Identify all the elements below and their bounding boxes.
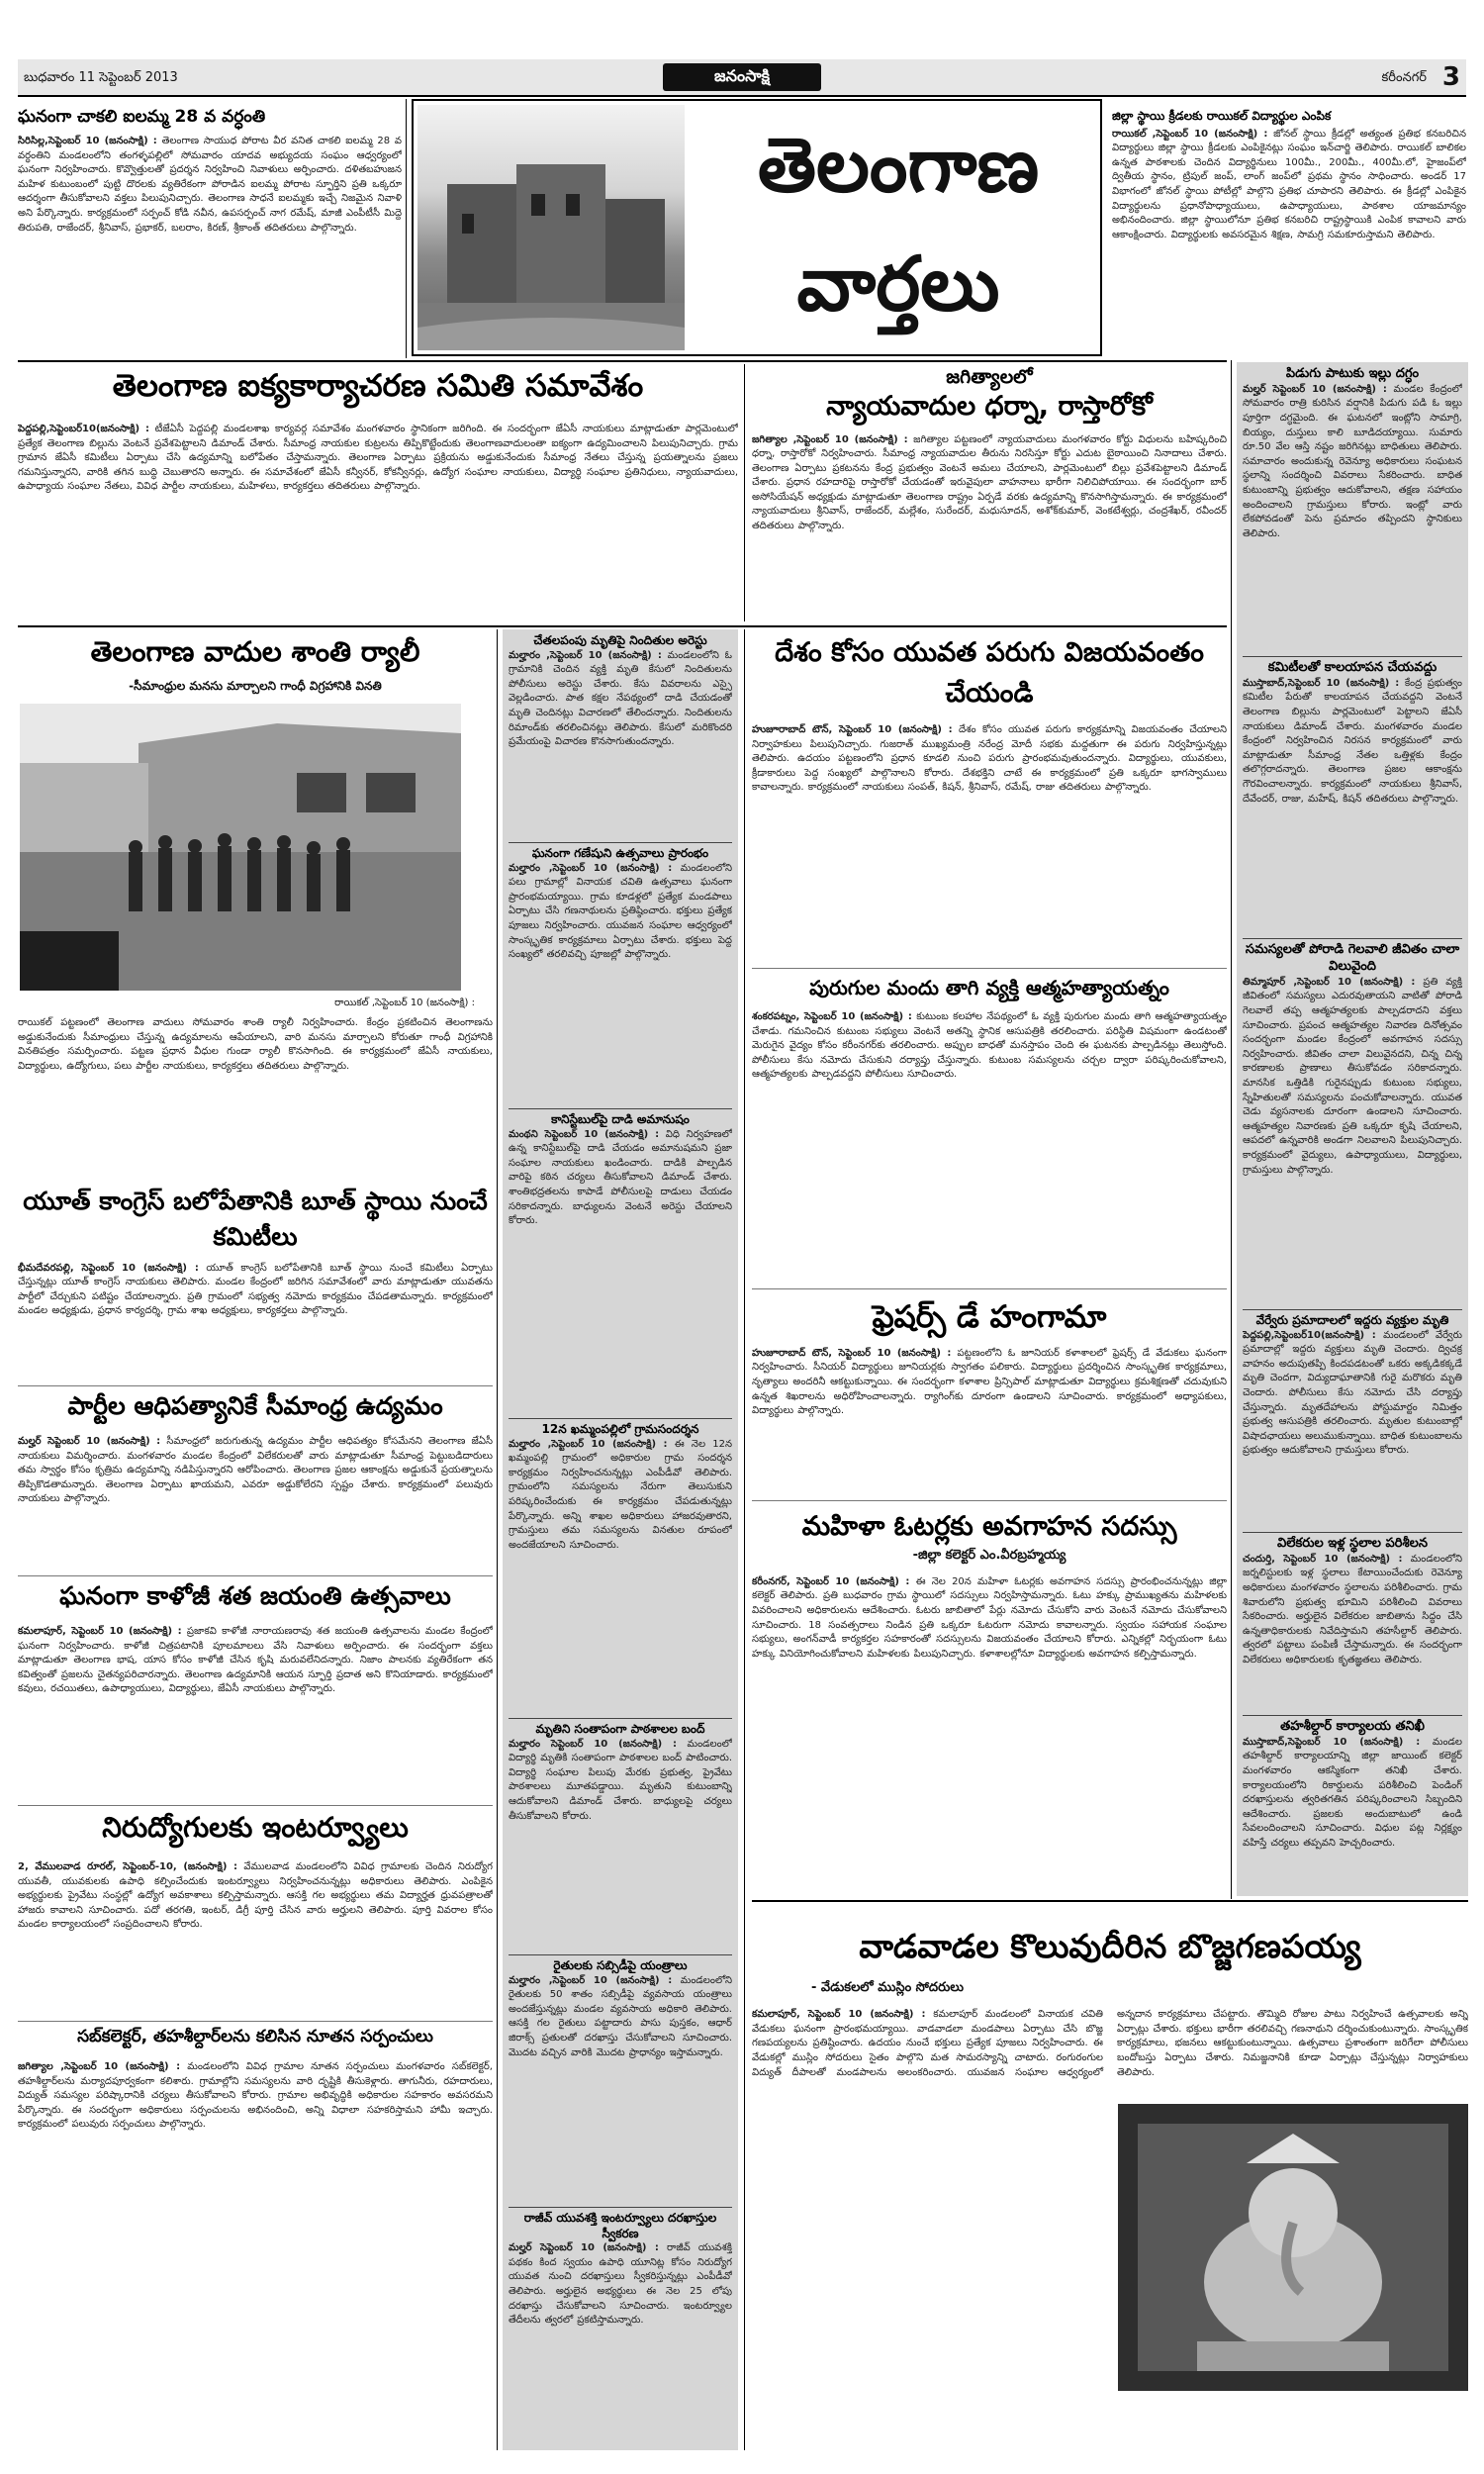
headline: న్యాయవాదుల ధర్నా, రాస్తారోకో bbox=[826, 390, 1153, 422]
dateline: రాయికల్ ,సెప్టెంబర్ 10 (జనంసాక్షి) : bbox=[1112, 128, 1268, 140]
divider bbox=[744, 364, 745, 621]
dateline: శంకరపట్నం, సెప్టెంబర్ 10 (జనంసాక్షి) : bbox=[752, 1011, 912, 1022]
header-region: కరీంనగర్ bbox=[1381, 70, 1427, 85]
article-run-for-nation bbox=[752, 631, 1227, 966]
article-farm-machinery bbox=[509, 1958, 732, 2204]
divider bbox=[1231, 360, 1232, 1899]
article-office-inspection bbox=[1243, 1719, 1462, 1896]
article-ganesh-start bbox=[509, 846, 732, 1105]
article-ailamma bbox=[18, 103, 402, 355]
kicker: -సీమాంధ్రుల మనసు మార్చాలని గాంధీ విగ్రహానికి వినతి bbox=[129, 679, 382, 693]
divider bbox=[752, 1900, 1468, 1902]
headline: పార్టీల ఆధిపత్యానికే సీమాంధ్ర ఉద్యమం bbox=[67, 1391, 443, 1420]
ganesh-idol-illustration bbox=[1118, 2104, 1468, 2391]
headline: దేశం కోసం యువత పరుగు విజయవంతం చేయండి bbox=[775, 637, 1204, 709]
body: టీజేఏసీ పెద్దపల్లి మండలశాఖ కార్యవర్గ సమావేశం మంగళవారం స్థానికంగా జరిగింది. ఈ సందర్భంగా జేఏసీ నాయకులు మాట్లాడుతూ పార్లమెంటులో ప్రత్యేక తెలంగాణ బిల్లును వెంటనే ప్రవేశపెట్టాలని డిమాండ్ చేశారు. సీమాంధ్ర నాయకుల కుట్రలను తిప్పికొట్టేందుకు తెలంగాణవాదులంతా ఐక్యంగా ఉద్యమించాలని పిలుపునిచ్చారు. గ్రామ గ్రామాన జేఏసీ కమిటీలు ఏర్పాటు చేసి ఉద్యమాన్ని బలోపేతం చేస్తామన్నారు. తెలంగాణ ఏర్పాటు ప్రక్రియను అడ్డుకునేందుకు సీమాంధ్ర నేతలు చేస్తున్న ప్రయత్నాలను ప్రజలు గమనిస్తున్నారని, వారికి తగిన బుద్ధి చెబుతారని అన్నారు. ఈ సమావేశంలో జేఏసీ కన్వీనర్, కోకన్వీనర్లు, ఉద్యోగ సంఘాల నాయకులు, విద్యార్థి సంఘాల ప్రతినిధులు, న్యాయవాదులు, ఉపాధ్యాయ సంఘాల నేతలు, వివిధ పార్టీల నాయకులు, మహిళలు, కార్యకర్తలు తదితరులు పాల్గొన్నారు. bbox=[18, 424, 738, 493]
headline: ఘనంగా చాకలి ఐలమ్మ 28 వ వర్ధంతి bbox=[18, 107, 266, 127]
masthead-box bbox=[412, 99, 1102, 356]
photo-caption: రాయికల్ ,సెప్టెంబర్ 10 (జనంసాక్షి) : bbox=[334, 998, 475, 1008]
headline: విలేకరుల ఇళ్ల స్థలాల పరిశీలన bbox=[1277, 1536, 1428, 1551]
kicker: జగిత్యాలలో bbox=[946, 366, 1033, 388]
article-freshers-day bbox=[752, 1292, 1227, 1498]
body: జోనల్ స్థాయి క్రీడల్లో అత్యంత ప్రతిభ కనబరిచిన విద్యార్థులు జిల్లా స్థాయి క్రీడలకు ఎంపికైనట్లు సంఘం ఇన్‌చార్జి తెలిపారు. రాయికల్ బాలికల ఉన్నత పాఠశాలకు చెందిన విద్యార్థినులు 100మీ., 200మీ., 400మీ.లో, హైజంప్‌లో ద్వితీయ స్థానం, ట్రిపుల్ జంప్, లాంగ్ జంప్‌లో ప్రథమ స్థానం సాధించారు. అండర్ 17 విభాగంలో జోనల్ స్థాయి పోటీల్లో పాల్గొని ప్రతిభ చూపారని తెలిపారు. ఈ క్రీడల్లో ఎంపికైన విద్యార్థులను ప్రధానోపాధ్యాయులు, ఉపాధ్యాయులు, పాఠశాల యాజమాన్యం అభినందించారు. జిల్లా స్థాయిలోనూ ప్రతిభ కనబరిచి రాష్ట్రస్థాయికి ఎంపిక కావాలని వారు ఆకాంక్షించారు. విద్యార్థులకు అవసరమైన శిక్షణ, సామగ్రి సమకూరుస్తామని తెలిపారు. bbox=[1112, 128, 1466, 240]
headline: ఫ్రెషర్స్ డే హంగామా bbox=[872, 1299, 1107, 1335]
dateline: హుజూరాబాద్ టౌన్, సెప్టెంబర్ 10 (జనంసాక్షి) : bbox=[752, 1347, 952, 1359]
dateline: సిరిసిల్ల,సెప్టెంబర్ 10 (జనంసాక్షి) : bbox=[18, 136, 157, 146]
body: రాయికల్ పట్టణంలో తెలంగాణ వాదులు సోమవారం శాంతి ర్యాలీ నిర్వహించారు. కేంద్రం ప్రకటించిన తెలంగాణను అడ్డుకునేందుకు సీమాంధ్రులు చేస్తున్న ఉద్యమాలను ఆపేయాలని, వారి మనసు మార్చాలని కోరుతూ గాంధీ విగ్రహానికి వినతిపత్రం సమర్పించారు. పట్టణ ప్రధాన వీధుల గుండా ర్యాలీ కొనసాగింది. ఈ కార్యక్రమంలో జేఏసీ నాయకులు, విద్యార్థులు, ఉద్యోగులు, పలు పార్టీల నాయకులు, కార్యకర్తలు తదితరులు పాల్గొన్నారు. bbox=[18, 1017, 493, 1072]
dateline: పెద్దపల్లి,సెప్టెంబర్10(జనంసాక్షి) : bbox=[1243, 1329, 1376, 1341]
dateline: మల్హారం ,సెప్టెంబర్ 10 (జనంసాక్షి) : bbox=[509, 1974, 673, 1986]
dateline: ముస్తాబాద్,సెప్టెంబర్ 10 (జనంసాక్షి) : bbox=[1243, 1736, 1421, 1748]
headline: తెలంగాణ వాదుల శాంతి ర్యాలీ bbox=[90, 635, 420, 668]
headline: కానిస్టేబుల్‌పై దాడి అమానుషం bbox=[551, 1112, 690, 1126]
body: మండలంలోని రైతులకు 50 శాతం సబ్సిడీపై వ్యవసాయ యంత్రాలు అందజేస్తున్నట్లు మండల వ్యవసాయ అధికారి తెలిపారు. ఆసక్తి గల రైతులు పట్టాదారు పాసు పుస్తకం, ఆధార్ జిరాక్స్ ప్రతులతో దరఖాస్తు చేసుకోవాలని సూచించారు. మొదట వచ్చిన వారికి మొదట ప్రాధాన్యం ఇస్తామన్నారు. bbox=[509, 1974, 732, 2058]
headline: మృతిని సంతాపంగా పాఠశాలల బంద్ bbox=[535, 1722, 705, 1736]
dateline: పెద్దపల్లి,సెప్టెంబర్10(జనంసాక్షి) : bbox=[18, 424, 149, 434]
body: తెలంగాణ సాయుధ పోరాట వీర వనిత చాకలి ఐలమ్మ 28 వ వర్ధంతిని మండలంలోని తంగళ్ళపల్లిలో సోమవారం యాదవ అభ్యుదయ సంఘం ఆధ్వర్యంలో ఘనంగా నిర్వహించారు. కొవ్వొత్తులతో ప్రదర్శన నిర్వహించి నివాళులు అర్పించారు. దళితబహుజన మహిళ కుటుంబంలో పుట్టి దొరలకు వ్యతిరేకంగా పోరాడిన ఐలమ్మ పోరాట స్ఫూర్తిని ప్రతి ఒక్కరూ ఆదర్శంగా తీసుకోవాలని వక్తలు పిలుపునిచ్చారు. తెలంగాణ సాధనే ఐలమ్మకు ఇచ్చే నిజమైన నివాళి అని పేర్కొన్నారు. కార్యక్రమంలో సర్పంచ్ కోడి నవీన, ఉపసర్పంచ్ నాగ రమేష్, మాజీ ఎంపీటీసీ మిద్దె తిరుపతి, రాజేందర్, శ్రీనివాస్, ప్రభాకర్, బలరాం, కిరణ్, శ్రీకాంత్ తదితరులు పాల్గొన్నారు. bbox=[18, 136, 402, 234]
body: మండలంలో విద్యార్థి మృతికి సంతాపంగా పాఠశాలల బంద్ పాటించారు. విద్యార్థి సంఘాల పిలుపు మేరకు ప్రభుత్వ, ప్రైవేటు పాఠశాలలు మూతపడ్డాయి. మృతుని కుటుంబాన్ని ఆదుకోవాలని డిమాండ్ చేశారు. బాధ్యులపై చర్యలు తీసుకోవాలని కోరారు. bbox=[509, 1738, 732, 1822]
dateline: తిమ్మాపూర్ ,సెప్టెంబర్ 10 (జనంసాక్షి) : bbox=[1243, 976, 1416, 988]
dateline: భీమదేవరపల్లి, సెప్టెంబర్ 10 (జనంసాక్షి) : bbox=[18, 1262, 199, 1274]
body: మండలంలోని జర్నలిస్టులకు ఇళ్ల స్థలాలు కేటాయించేందుకు రెవెన్యూ అధికారులు మంగళవారం స్థలాలను పరిశీలించారు. గ్రామ శివారులోని ప్రభుత్వ భూమిని పరిశీలించి వివరాలు సేకరించారు. అర్హులైన విలేకరుల జాబితాను సిద్ధం చేసి ఉన్నతాధికారులకు నివేదిస్తామని తహసీల్దార్ తెలిపారు. త్వరలో పట్టాలు పంపిణీ చేస్తామన్నారు. ఈ సందర్భంగా విలేకరులు అధికారులకు కృతజ్ఞతలు తెలిపారు. bbox=[1243, 1553, 1462, 1666]
divider bbox=[18, 360, 1227, 362]
rally-illustration bbox=[20, 704, 461, 991]
body: సీమాంధ్రలో జరుగుతున్న ఉద్యమం పార్టీల ఆధిపత్యం కోసమేనని తెలంగాణ జేఏసీ నాయకులు విమర్శించారు. మంగళవారం మండల కేంద్రంలో విలేకరులతో వారు మాట్లాడుతూ సీమాంధ్ర పెట్టుబడిదారులు తమ స్వార్థం కోసం కృత్రిమ ఉద్యమాన్ని నడిపిస్తున్నారని ఆరోపించారు. తెలంగాణ ప్రజల ఆకాంక్షను అడ్డుకునే ప్రయత్నాలను తిప్పికొడతామన్నారు. తెలంగాణ ఏర్పాటు ఖాయమని, ఎవరూ అడ్డుకోలేరని స్పష్టం చేశారు. కార్యక్రమంలో పలువురు నాయకులు పాల్గొన్నారు. bbox=[18, 1436, 493, 1505]
section-title-line2: వార్తలు bbox=[796, 239, 1000, 328]
headline: సబ్‌కలెక్టర్, తహశీల్దార్‌లను కలిసిన నూతన సర్పంచులు bbox=[77, 2027, 433, 2046]
dateline: 2, వేములవాడ రూరల్, సెప్టెంబర్-10, (జనంసాక్షి) : bbox=[18, 1861, 238, 1872]
article-accidents bbox=[1243, 1313, 1462, 1529]
headline: రాజీవ్ యువశక్తి ఇంటర్వ్యూలు దరఖాస్తుల స్వీకరణ bbox=[523, 2211, 717, 2240]
dateline: మల్హారం ,సెప్టెంబర్ 10 (జనంసాక్షి) : bbox=[509, 862, 673, 874]
body: వేములవాడ మండలంలోని వివిధ గ్రామాలకు చెందిన నిరుద్యోగ యువతీ, యువకులకు ఉపాధి కల్పించేందుకు ఇంటర్వ్యూలు నిర్వహించనున్నట్లు అధికారులు తెలిపారు. ఎంపికైన అభ్యర్థులకు ప్రైవేటు సంస్థల్లో ఉద్యోగ అవకాశాలు కల్పిస్తామన్నారు. ఆసక్తి గల అభ్యర్థులు తమ విద్యార్హత ధ్రువపత్రాలతో హాజరు కావాలని సూచించారు. పదో తరగతి, ఇంటర్, డిగ్రీ పూర్తి చేసిన వారు అర్హులని తెలిపారు. పూర్తి వివరాల కోసం మండల కార్యాలయంలో సంప్రదించాలని కోరారు. bbox=[18, 1861, 493, 1931]
dateline: జగిత్యాల ,సెప్టెంబర్ 10 (జనంసాక్షి) : bbox=[18, 2061, 181, 2072]
article-arrest bbox=[509, 633, 732, 839]
article-constable-attack bbox=[509, 1112, 732, 1415]
masthead-logo bbox=[663, 63, 821, 91]
headline: పిడుగు పాటుకు ఇల్లు దగ్ధం bbox=[1285, 366, 1420, 381]
article-kaloji-jayanti bbox=[18, 1579, 493, 1803]
article-suicide-attempt bbox=[752, 972, 1227, 1286]
article-lawyers-dharna bbox=[752, 366, 1227, 623]
fort-photo bbox=[417, 105, 685, 350]
divider bbox=[497, 629, 498, 2450]
headline: రైతులకు సబ్సిడీపై యంత్రాలు bbox=[553, 1958, 688, 1972]
dateline: జగిత్యాల ,సెప్టెంబర్ 10 (జనంసాక్షి) : bbox=[752, 433, 908, 445]
article-committees bbox=[1243, 660, 1462, 935]
headline: 12న ఖమ్మంపల్లిలో గ్రామసందర్శన bbox=[541, 1422, 699, 1436]
divider bbox=[406, 99, 407, 358]
body: ఈ నెల 12న ఖమ్మంపల్లి గ్రామంలో అధికారుల గ్రామ సందర్శన కార్యక్రమం నిర్వహించనున్నట్లు ఎంపీడీవో తెలిపారు. గ్రామంలోని సమస్యలను నేరుగా తెలుసుకుని పరిష్కరించేందుకు ఈ కార్యక్రమం చేపడుతున్నట్లు పేర్కొన్నారు. అన్ని శాఖల అధికారులు హాజరవుతారని, గ్రామస్తులు తమ సమస్యలను వినతుల రూపంలో అందజేయాలని సూచించారు. bbox=[509, 1438, 732, 1551]
article-women-voters bbox=[752, 1504, 1227, 1896]
dateline: కరీంనగర్, సెప్టెంబర్ 10 (జనంసాక్షి) : bbox=[752, 1575, 910, 1587]
headline: మహిళా ఓటర్లకు అవగాహన సదస్సు bbox=[801, 1511, 1177, 1542]
article-seemandhra-movement bbox=[18, 1389, 493, 1573]
body: కేంద్ర ప్రభుత్వం కమిటీల పేరుతో కాలయాపన చేయవద్దని వెంటనే తెలంగాణ బిల్లును పార్లమెంటులో పెట్టాలని జేఏసీ నాయకులు డిమాండ్ చేశారు. మంగళవారం మండల కేంద్రంలో నిర్వహించిన నిరసన కార్యక్రమంలో వారు మాట్లాడుతూ సీమాంధ్ర నేతల ఒత్తిళ్లకు కేంద్రం తలొగ్గరాదన్నారు. తెలంగాణ ప్రజల ఆకాంక్షను గౌరవించాలన్నారు. కార్యక్రమంలో నాయకులు శ్రీనివాస్, దేవేందర్, రాజు, మహేష్, కిషన్ తదితరులు పాల్గొన్నారు. bbox=[1243, 677, 1462, 805]
body: కమలాపూర్ మండలంలో వినాయక చవితి వేడుకలు ఘనంగా ప్రారంభమయ్యాయి. వాడవాడలా మండపాలు ఏర్పాటు చేసి బొజ్జ గణపయ్యలను ప్రతిష్ఠించారు. ఉదయం నుంచే భక్తులు ప్రత్యేక పూజలు నిర్వహించారు. ఈ వేడుకల్లో ముస్లిం సోదరులు సైతం పాల్గొని మత సామరస్యాన్ని చాటారు. రంగురంగుల విద్యుత్ దీపాలతో మండపాలను అలంకరించారు. యువజన సంఘాల ఆధ్వర్యంలో అన్నదాన కార్యక్రమాలు చేపట్టారు. తొమ్మిది రోజుల పాటు నిర్వహించే ఉత్సవాలకు అన్ని ఏర్పాట్లు చేశారు. భక్తులు భారీగా తరలివచ్చి గణనాథుని దర్శించుకుంటున్నారు. సాంస్కృతిక కార్యక్రమాలు, భజనలు ఆకట్టుకుంటున్నాయి. ఉత్సవాలు ప్రశాంతంగా జరిగేలా పోలీసులు బందోబస్తు ఏర్పాటు చేశారు. నిమజ్జనానికి కూడా ఏర్పాట్లు చేస్తున్నట్లు నిర్వాహకులు తెలిపారు. bbox=[752, 2009, 1468, 2078]
headline: ఘనంగా గణేషుని ఉత్సవాలు ప్రారంభం bbox=[531, 846, 709, 860]
dateline: చందుర్తి, సెప్టెంబర్ 10 (జనంసాక్షి) : bbox=[1243, 1553, 1403, 1565]
divider bbox=[18, 625, 1227, 627]
headline: నిరుద్యోగులకు ఇంటర్వ్యూలు bbox=[102, 1811, 409, 1844]
article-school-bandh bbox=[509, 1722, 732, 1951]
body: మండలంలోని వివిధ గ్రామాల నూతన సర్పంచులు మంగళవారం సబ్‌కలెక్టర్, తహశీల్దార్‌లను మర్యాదపూర్వకంగా కలిశారు. గ్రామాల్లోని సమస్యలను వారి దృష్టికి తీసుకెళ్లారు. తాగునీరు, రహదారులు, విద్యుత్ సమస్యల పరిష్కారానికి చర్యలు తీసుకోవాలని కోరారు. గ్రామాల అభివృద్ధికి అధికారుల సహకారం అవసరమని పేర్కొన్నారు. ఈ సందర్భంగా అధికారులు సర్పంచులను అభినందించి, అన్ని విధాలా సహకరిస్తామని హామీ ఇచ్చారు. కార్యక్రమంలో పలువురు సర్పంచులు పాల్గొన్నారు. bbox=[18, 2061, 493, 2131]
right-column bbox=[1237, 362, 1468, 1896]
article-new-sarpanches bbox=[18, 2025, 493, 2450]
dateline: హుజూరాబాద్ టౌన్, సెప్టెంబర్ 10 (జనంసాక్షి) : bbox=[752, 724, 953, 735]
headline: వాడవాడల కొలువుదీరిన బొజ్జగణపయ్య bbox=[859, 1927, 1361, 1965]
dateline: మల్హర్ సెప్టెంబర్ 10 (జనంసాక్షి) : bbox=[18, 1436, 161, 1447]
body: పట్టణంలోని ఓ జూనియర్ కళాశాలలో ఫ్రెషర్స్ డే వేడుకలు ఘనంగా నిర్వహించారు. సీనియర్ విద్యార్థులు జూనియర్లకు స్వాగతం పలికారు. విద్యార్థులు ప్రదర్శించిన సాంస్కృతిక కార్యక్రమాలు, నృత్యాలు అందరినీ ఆకట్టుకున్నాయి. ఈ సందర్భంగా కళాశాల ప్రిన్సిపాల్ మాట్లాడుతూ విద్యార్థులు క్రమశిక్షణతో చదువుకుని ఉన్నత శిఖరాలను అధిరోహించాలన్నారు. ర్యాగింగ్‌కు దూరంగా ఉండాలని సూచించారు. కార్యక్రమంలో అధ్యాపకులు, విద్యార్థులు పాల్గొన్నారు. bbox=[752, 1347, 1227, 1417]
kicker: -జిల్లా కలెక్టర్ ఎం.వీరబ్రహ్మయ్య bbox=[912, 1547, 1067, 1563]
article-yuvashakti bbox=[509, 2211, 732, 2450]
body: ప్రజాకవి కాళోజీ నారాయణరావు శత జయంతి ఉత్సవాలను మండల కేంద్రంలో ఘనంగా నిర్వహించారు. కాళోజీ చిత్రపటానికి పూలమాలలు వేసి నివాళులు అర్పించారు. ఈ సందర్భంగా వక్తలు మాట్లాడుతూ తెలంగాణ భాష, యాస కోసం కాళోజీ చేసిన కృషి మరువలేనిదన్నారు. నిజాం పాలనకు వ్యతిరేకంగా తన కవిత్వంతో ప్రజలను చైతన్యపరిచారన్నారు. తెలంగాణ ఉద్యమానికి ఆయన స్ఫూర్తి ప్రదాత అని కొనియాడారు. కార్యక్రమంలో కవులు, రచయితలు, ఉపాధ్యాయులు, విద్యార్థులు, జేఏసీ నాయకులు పాల్గొన్నారు. bbox=[18, 1626, 493, 1695]
dateline: కమలాపూర్, సెప్టెంబర్ 10 (జనంసాక్షి) : bbox=[18, 1626, 182, 1637]
kicker: - వేడుకలలో ముస్లిం సోదరులు bbox=[811, 1980, 965, 1996]
dateline: మల్హారం సెప్టెంబర్ 10 (జనంసాక్షి) : bbox=[509, 1738, 677, 1750]
article-village-visit bbox=[509, 1422, 732, 1715]
logo-text: జనంసాక్షి bbox=[714, 66, 770, 85]
article-lightning-fire bbox=[1243, 366, 1462, 653]
article-youth-congress bbox=[18, 1184, 493, 1383]
header-bar bbox=[18, 59, 1466, 97]
headline: ఘనంగా కాళోజీ శత జయంతి ఉత్సవాలు bbox=[59, 1581, 451, 1610]
dateline: కమలాపూర్, సెప్టెంబర్ 10 (జనంసాక్షి) : bbox=[752, 2009, 926, 2021]
page-number: 3 bbox=[1441, 62, 1460, 92]
dateline: మల్హారం ,సెప్టెంబర్ 10 (జనంసాక్షి) : bbox=[509, 649, 662, 661]
headline: జిల్లా స్థాయి క్రీడలకు రాయికల్ విద్యార్థుల ఎంపిక bbox=[1112, 109, 1332, 123]
headline: యూత్ కాంగ్రెస్ బలోపేతానికి బూత్ స్థాయి నుంచే కమిటీలు bbox=[23, 1187, 488, 1252]
headline: చేతలపంపు మృతిపై నిందితుల అరెస్టు bbox=[533, 633, 707, 647]
article-house-sites bbox=[1243, 1536, 1462, 1712]
body: మండలంలోని పలు గ్రామాల్లో వినాయక చవితి ఉత్సవాలు ఘనంగా ప్రారంభమయ్యాయి. గ్రామ కూడళ్లలో ప్రత్యేక మండపాలు ఏర్పాటు చేసి గణనాథులను ప్రతిష్ఠించారు. భక్తులు ప్రత్యేక పూజలు నిర్వహించారు. యువజన సంఘాల ఆధ్వర్యంలో సాంస్కృతిక కార్యక్రమాలు ఏర్పాటు చేశారు. భక్తులు పెద్ద సంఖ్యలో తరలివచ్చి పూజల్లో పాల్గొన్నారు. bbox=[509, 862, 732, 961]
dateline: మల్హర్ సెప్టెంబర్ 10 (జనంసాక్షి) : bbox=[509, 2242, 659, 2254]
body: ఈ నెల 20న మహిళా ఓటర్లకు అవగాహన సదస్సు ప్రారంభించనున్నట్లు జిల్లా కలెక్టర్ తెలిపారు. ప్రతి బుధవారం గ్రామ స్థాయిలో సదస్సులు నిర్వహిస్తామన్నారు. ఓటు హక్కు ప్రాముఖ్యతను మహిళలకు వివరించాలని అధికారులను ఆదేశించారు. ఓటరు జాబితాలో పేర్లు నమోదు చేసుకోని వారు వెంటనే నమోదు చేసుకోవాలని సూచించారు. 18 సంవత్సరాలు నిండిన ప్రతి ఒక్కరూ ఓటరుగా నమోదు కావాలన్నారు. స్వయం సహాయక సంఘాల సభ్యులు, అంగన్‌వాడీ కార్యకర్తల సహకారంతో సదస్సులను విజయవంతం చేయాలని కోరారు. ఎన్నికల్లో నిర్భయంగా ఓటు హక్కు వినియోగించుకోవాలని మహిళలకు పిలుపునిచ్చారు. కళాశాలల్లోనూ విద్యార్థులకు అవగాహన కల్పిస్తామన్నారు. bbox=[752, 1575, 1227, 1660]
article-ganesh-festival bbox=[752, 1906, 1468, 2450]
rally-photo bbox=[20, 704, 461, 991]
body: మండలంలో వేర్వేరు ప్రమాదాల్లో ఇద్దరు వ్యక్తులు మృతి చెందారు. ద్విచక్ర వాహనం అదుపుతప్పి కిందపడటంతో ఒకరు అక్కడికక్కడే మృతి చెందగా, విద్యుదాఘాతానికి గురై మరొకరు మృతి చెందారు. పోలీసులు కేసు నమోదు చేసి దర్యాప్తు చేస్తున్నారు. మృతదేహాలను పోస్టుమార్టం నిమిత్తం ప్రభుత్వ ఆసుపత్రికి తరలించారు. మృతుల కుటుంబాల్లో విషాదఛాయలు అలుముకున్నాయి. బాధిత కుటుంబాలను ప్రభుత్వం ఆదుకోవాలని గ్రామస్తులు కోరారు. bbox=[1243, 1329, 1462, 1457]
body: కుటుంబ కలహాల నేపథ్యంలో ఓ వ్యక్తి పురుగుల మందు తాగి ఆత్మహత్యాయత్నం చేశాడు. గమనించిన కుటుంబ సభ్యులు వెంటనే అతన్ని స్థానిక ఆసుపత్రికి తరలించారు. పరిస్థితి విషమంగా ఉండటంతో మెరుగైన వైద్యం కోసం కరీంనగర్‌కు తరలించారు. అప్పుల బాధతో మనస్తాపం చెంది ఈ ఘటనకు పాల్పడినట్లు తెలుస్తోంది. పోలీసులు కేసు నమోదు చేసుకుని దర్యాప్తు చేస్తున్నారు. కుటుంబ సమస్యలను చర్చల ద్వారా పరిష్కరించుకోవాలని, ఆత్మహత్యలకు పాల్పడవద్దని పోలీసులు సూచించారు. bbox=[752, 1011, 1227, 1081]
article-sports-selection bbox=[1112, 103, 1466, 355]
body: యూత్ కాంగ్రెస్ బలోపేతానికి బూత్ స్థాయి నుంచే కమిటీలు ఏర్పాటు చేస్తున్నట్లు యూత్ కాంగ్రెస్ నాయకులు తెలిపారు. మండల కేంద్రంలో జరిగిన సమావేశంలో వారు మాట్లాడుతూ యువతను పార్టీలో చేర్చుకుని పటిష్టం చేయాలన్నారు. ప్రతి గ్రామంలో సభ్యత్వ నమోదు కార్యక్రమం చేపడతామన్నారు. కార్యక్రమంలో మండల అధ్యక్షుడు, ప్రధాన కార్యదర్శి, గ్రామ శాఖ అధ్యక్షులు, కార్యకర్తలు పాల్గొన్నారు. bbox=[18, 1262, 493, 1317]
divider bbox=[744, 629, 745, 2450]
dateline: మల్హారం ,సెప్టెంబర్ 10 (జనంసాక్షి) : bbox=[509, 1438, 668, 1450]
dateline: ముస్తాబాద్,సెప్టెంబర్ 10 (జనంసాక్షి) : bbox=[1243, 677, 1400, 689]
middle-column bbox=[503, 629, 738, 2450]
body: ప్రతి వ్యక్తి జీవితంలో సమస్యలు ఎదురవుతాయని వాటితో పోరాడి గెలవాలే తప్ప ఆత్మహత్యలకు పాల్పడరాదని వక్తలు సూచించారు. ప్రపంచ ఆత్మహత్యల నివారణ దినోత్సవం సందర్భంగా మండల కేంద్రంలో అవగాహన సదస్సు నిర్వహించారు. జీవితం చాలా విలువైనదని, చిన్న చిన్న కారణాలకు ప్రాణాలు తీసుకోవడం సరికాదన్నారు. మానసిక ఒత్తిడికి గురైనప్పుడు కుటుంబ సభ్యులు, స్నేహితులతో సమస్యలను పంచుకోవాలన్నారు. యువత చెడు వ్యసనాలకు దూరంగా ఉండాలని సూచించారు. ఆత్మహత్యల నివారణకు ప్రతి ఒక్కరూ కృషి చేయాలని, ఆపదలో ఉన్నవారికి అండగా నిలవాలని పిలుపునిచ్చారు. కార్యక్రమంలో వైద్యులు, ఉపాధ్యాయులు, విద్యార్థులు, గ్రామస్తులు పాల్గొన్నారు. bbox=[1243, 976, 1462, 1176]
article-suicide-awareness bbox=[1243, 942, 1462, 1306]
body: మండల తహశీల్దార్ కార్యాలయాన్ని జిల్లా జాయింట్ కలెక్టర్ మంగళవారం ఆకస్మికంగా తనిఖీ చేశారు. కార్యాలయంలోని రికార్డులను పరిశీలించి పెండింగ్ దరఖాస్తులను త్వరితగతిన పరిష్కరించాలని సిబ్బందిని ఆదేశించారు. ప్రజలకు అందుబాటులో ఉండి సేవలందించాలని సూచించారు. విధుల పట్ల నిర్లక్ష్యం వహిస్తే చర్యలు తప్పవని హెచ్చరించారు. bbox=[1243, 1736, 1462, 1850]
body: రాజీవ్ యువశక్తి పథకం కింద స్వయం ఉపాధి యూనిట్ల కోసం నిరుద్యోగ యువత నుంచి దరఖాస్తులు స్వీకరిస్తున్నట్లు ఎంపీడీవో తెలిపారు. అర్హులైన అభ్యర్థులు ఈ నెల 25 లోపు దరఖాస్తు చేసుకోవాలని సూచించారు. ఇంటర్వ్యూల తేదీలను త్వరలో ప్రకటిస్తామన్నారు. bbox=[509, 2242, 732, 2327]
body: దేశం కోసం యువత పరుగు కార్యక్రమాన్ని విజయవంతం చేయాలని నిర్వాహకులు పిలుపునిచ్చారు. గుజరాత్ ముఖ్యమంత్రి నరేంద్ర మోదీ సభకు మద్దతుగా ఈ పరుగు నిర్వహిస్తున్నట్లు తెలిపారు. ఉదయం పట్టణంలోని ప్రధాన కూడలి నుంచి పరుగు ప్రారంభమవుతుందన్నారు. విద్యార్థులు, యువకులు, క్రీడాకారులు పెద్ద సంఖ్యలో పాల్గొనాలని కోరారు. దేశభక్తిని చాటే ఈ కార్యక్రమంలో ప్రతి ఒక్కరూ భాగస్వాములు కావాలన్నారు. కార్యక్రమంలో నాయకులు సంపత్, కిషన్, శ్రీనివాస్, రమేష్, రాజు తదితరులు పాల్గొన్నారు. bbox=[752, 724, 1227, 794]
article-peace-rally bbox=[18, 631, 493, 1178]
headline: వేర్వేరు ప్రమాదాలలో ఇద్దరు వ్యక్తుల మృతి bbox=[1255, 1313, 1449, 1327]
ganesh-photo bbox=[1118, 2104, 1468, 2391]
article-jac-meeting bbox=[18, 366, 738, 623]
section-title-line1: తెలంగాణ bbox=[757, 121, 1040, 209]
article-interviews bbox=[18, 1809, 493, 2019]
body: మండలంలోని ఓ గ్రామానికి చెందిన వ్యక్తి మృతి కేసులో నిందితులను పోలీసులు అరెస్టు చేశారు. కేసు వివరాలను ఎస్సై వెల్లడించారు. పాత కక్షల నేపథ్యంలో దాడి చేయడంతో మృతి చెందినట్లు విచారణలో తేలిందన్నారు. నిందితులను రిమాండ్‌కు తరలించినట్లు తెలిపారు. కేసులో మరికొందరి ప్రమేయంపై విచారణ కొనసాగుతుందన్నారు. bbox=[509, 649, 732, 748]
body: విధి నిర్వహణలో ఉన్న కానిస్టేబుల్‌పై దాడి చేయడం అమానుషమని ప్రజా సంఘాల నాయకులు ఖండించారు. దాడికి పాల్పడిన వారిపై కఠిన చర్యలు తీసుకోవాలని డిమాండ్ చేశారు. శాంతిభద్రతలను కాపాడే పోలీసులపై దాడులు చేయడం సరికాదన్నారు. బాధ్యులను వెంటనే అరెస్టు చేయాలని కోరారు. bbox=[509, 1128, 732, 1227]
header-date: బుధవారం 11 సెప్టెంబర్ 2013 bbox=[24, 70, 178, 85]
headline: కమిటీలతో కాలయాపన చేయవద్దు bbox=[1267, 660, 1438, 675]
body: మండల కేంద్రంలో సోమవారం రాత్రి కురిసిన వర్షానికి పిడుగు పడి ఓ ఇల్లు పూర్తిగా దగ్ధమైంది. ఈ ఘటనలో ఇంట్లోని సామాగ్రి, బియ్యం, దుస్తులు కాలి బూడిదయ్యాయి. సుమారు రూ.50 వేల ఆస్తి నష్టం జరిగినట్లు బాధితులు తెలిపారు. సమాచారం అందుకున్న రెవెన్యూ అధికారులు సంఘటన స్థలాన్ని సందర్శించి వివరాలు సేకరించారు. బాధిత కుటుంబాన్ని ప్రభుత్వం ఆదుకోవాలని, తక్షణ సహాయం అందించాలని గ్రామస్తులు కోరారు. ఇంట్లో వారు లేకపోవడంతో పెను ప్రమాదం తప్పిందని స్థానికులు తెలిపారు. bbox=[1243, 383, 1462, 539]
headline: తెలంగాణ ఐక్యకార్యాచరణ సమితి సమావేశం bbox=[112, 368, 644, 404]
headline: పురుగుల మందు తాగి వ్యక్తి ఆత్మహత్యాయత్నం bbox=[809, 976, 1169, 999]
fort-ruins-illustration bbox=[417, 105, 685, 350]
headline: తహశీల్దార్ కార్యాలయ తనిఖీ bbox=[1280, 1719, 1425, 1734]
dateline: మంథని సెప్టెంబర్ 10 (జనంసాక్షి) : bbox=[509, 1128, 660, 1140]
headline: సమస్యలతో పోరాడి గెలవాలి జీవితం చాలా విలువైంది bbox=[1245, 942, 1460, 974]
body: జగిత్యాల పట్టణంలో న్యాయవాదులు మంగళవారం కోర్టు విధులను బహిష్కరించి ధర్నా, రాస్తారోకో నిర్వహించారు. సీమాంధ్ర న్యాయవాదుల తీరును నిరసిస్తూ కోర్టు ఎదుట బైఠాయించి నినాదాలు చేశారు. తెలంగాణ ఏర్పాటు ప్రకటనను కేంద్ర ప్రభుత్వం వెంటనే అమలు చేయాలని, పార్లమెంటులో బిల్లు ప్రవేశపెట్టాలని డిమాండ్ చేశారు. ప్రధాన రహదారిపై రాస్తారోకో చేయడంతో ఇరువైపులా వాహనాలు భారీగా నిలిచిపోయాయి. ఈ సందర్భంగా బార్ అసోసియేషన్ అధ్యక్షుడు మాట్లాడుతూ తెలంగాణ రాష్ట్రం ఏర్పడే వరకు ఉద్యమాన్ని కొనసాగిస్తామన్నారు. ఈ కార్యక్రమంలో న్యాయవాదులు శ్రీనివాస్, రాజేందర్, మల్లేశం, సురేందర్, మధుసూదన్, అశోక్‌కుమార్, వెంకటేశ్వర్లు, చంద్రశేఖర్, రవీందర్ తదితరులు పాల్గొన్నారు. bbox=[752, 433, 1227, 532]
dateline: మల్హర్ సెప్టెంబర్ 10 (జనంసాక్షి) : bbox=[1243, 383, 1387, 395]
